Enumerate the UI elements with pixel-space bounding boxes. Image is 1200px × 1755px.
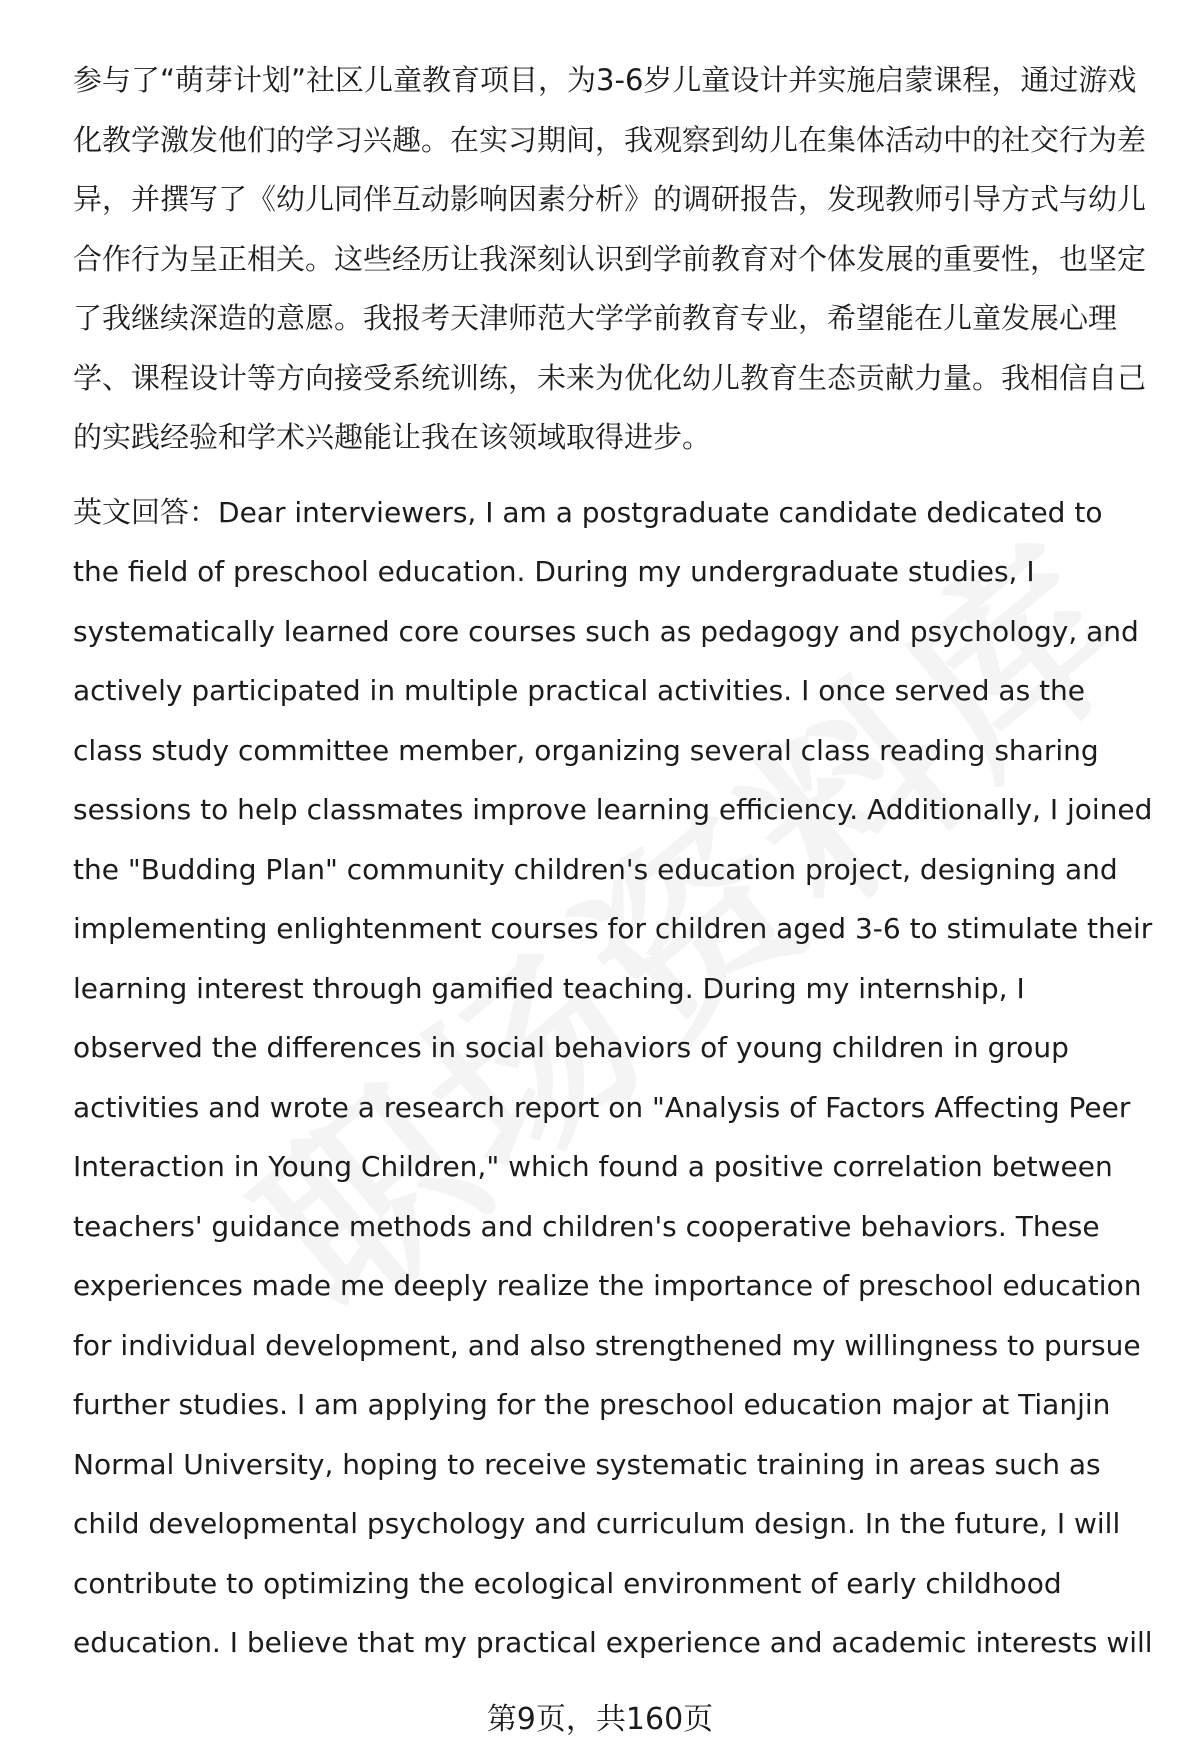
page-number: 第9页，共160页	[486, 1702, 714, 1737]
english-answer-label: 英文回答：	[73, 494, 219, 529]
english-answer-paragraph	[73, 483, 1153, 1673]
english-answer-text: Dear interviewers, I am a postgraduate candidate dedicated to the field of preschool education. During my undergraduate studies, I systematically learned core courses such as pedagogy and psychology, and actively participated in multiple practical activities. I once served as the class study committee member, organizing several class reading sharing sessions to help classmates improve learning efficiency. Additionally, I joined the "Budding Plan" community children's education project, designing and implementing enlightenment courses for children aged 3-6 to stimulate their learning interest through gamified teaching. During my internship, I observed the differences in social behaviors of young children in group activities and wrote a research report on "Analysis of Factors Affecting Peer Interaction in Young Children," which found a positive correlation between teachers' guidance methods and children's cooperative behaviors. These experiences made me deeply realize the importance of preschool education for individual development, and also strengthened my willingness to pursue further studies. I am applying for the preschool education major at Tianjin Normal University, hoping to receive systematic training in areas such as child developmental psychology and curriculum design. In the future, I will contribute to optimizing the ecological environment of early childhood education. I believe that my practical experience and academic interests will	[73, 495, 1153, 1659]
chinese-answer-paragraph: 参与了“萌芽计划”社区儿童教育项目，为3-6岁儿童设计并实施启蒙课程，通过游戏化教学激发他们的学习兴趣。在实习期间，我观察到幼儿在集体活动中的社交行为差异，并撰写了《幼儿同伴互动影响因素分析》的调研报告，发现教师引导方式与幼儿合作行为呈正相关。这些经历让我深刻认识到学前教育对个体发展的重要性，也坚定了我继续深造的意愿。我报考天津师范大学学前教育专业，希望能在儿童发展心理学、课程设计等方向接受系统训练，未来为优化幼儿教育生态贡献力量。我相信自己的实践经验和学术兴趣能让我在该领域取得进步。	[73, 63, 1147, 454]
page-content	[73, 51, 1153, 1673]
